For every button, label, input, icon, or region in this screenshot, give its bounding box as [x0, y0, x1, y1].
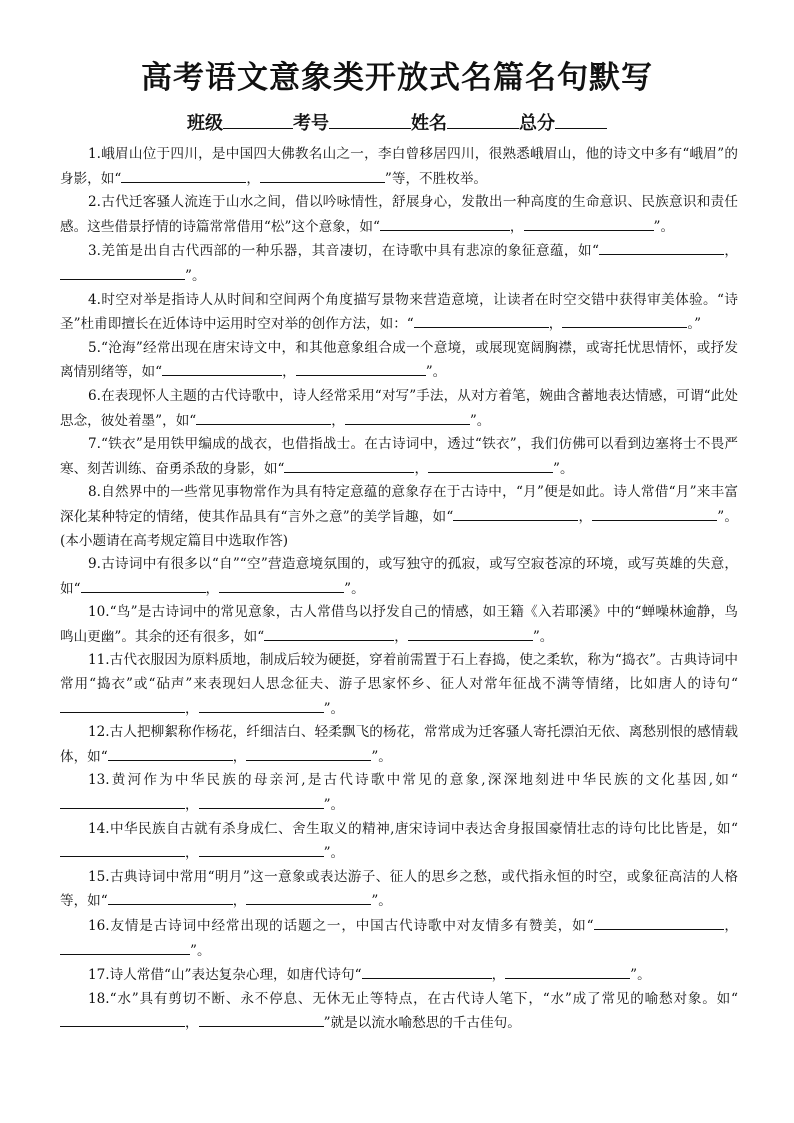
question-ending: ”。 — [371, 748, 392, 765]
question-2 — [60, 191, 738, 239]
answer-blank[interactable] — [121, 167, 246, 183]
answer-blank[interactable] — [199, 841, 324, 857]
question-text: 5.“沧海”经常出现在唐宋诗文中，和其他意象组合成一个意境，或展现宽阔胸襟，或寄托忧思情怀，或抒发离情别绪等，如“ — [60, 339, 738, 381]
question-text: 9.古诗词中有很多以“自”“空”营造意境氛围的，或写独守的孤寂，或写空寂苍凉的环境，或写英雄的失意，如“ — [60, 556, 738, 597]
number-blank[interactable] — [329, 110, 411, 129]
question-text: 15.古典诗词中常用“明月”这一意象或表达游子、征人的思乡之愁，或代指永恒的时空，或象征高洁的人格等，如“ — [60, 868, 738, 910]
question-text: 4.时空对举是指诗人从时间和空间两个角度描写景物来营造意境，让读者在时空交错中获得审美体验。“诗圣”杜甫即擅长在近体诗中运用时空对举的创作方法，如：“ — [60, 291, 738, 333]
answer-blank[interactable] — [524, 215, 654, 231]
answer-blank[interactable] — [162, 360, 282, 376]
answer-blank[interactable] — [453, 505, 578, 521]
question-8 — [60, 481, 738, 553]
answer-blank[interactable] — [594, 914, 724, 930]
question-3 — [60, 239, 738, 288]
answer-blank[interactable] — [599, 239, 724, 255]
answer-blank[interactable] — [199, 1011, 324, 1027]
answer-blank[interactable] — [246, 745, 371, 761]
question-separator: ， — [185, 700, 199, 717]
class-blank[interactable] — [223, 110, 293, 129]
question-separator: ， — [246, 170, 260, 187]
question-separator: ， — [548, 316, 563, 333]
question-list — [60, 143, 738, 1036]
answer-blank[interactable] — [196, 409, 331, 425]
name-label: 姓名 — [411, 113, 447, 134]
page-title: 高考语文意象类开放式名篇名句默写 — [141, 60, 653, 96]
question-ending: ”。 — [371, 893, 392, 910]
question-text: 16.友情是古诗词中经常出现的话题之一，中国古代诗歌中对友情多有赞美，如“ — [88, 918, 594, 934]
question-ending: ”。 — [653, 218, 675, 235]
answer-blank[interactable] — [60, 697, 185, 713]
answer-blank[interactable] — [199, 793, 324, 809]
question-separator: ， — [414, 460, 429, 477]
question-text: 12.古人把柳絮称作杨花，纤细洁白、轻柔飘飞的杨花，常常成为迁客骚人寄托漂泊无依、离愁别恨的感情载体，如“ — [60, 724, 738, 765]
question-10 — [60, 601, 738, 649]
question-separator: ， — [282, 364, 296, 381]
question-ending: ”。 — [323, 797, 345, 814]
question-text: 7.“铁衣”是用铁甲编成的战衣，也借指战士。在古诗词中，透过“铁衣”，我们仿佛可以看到边塞将士不畏严寒、刻苦训练、奋勇杀敌的身影，如“ — [60, 436, 738, 477]
question-6 — [60, 385, 738, 433]
question-separator: ， — [205, 580, 220, 597]
answer-blank[interactable] — [505, 963, 630, 979]
question-separator: ， — [723, 918, 738, 934]
question-ending: ”。 — [323, 845, 345, 862]
answer-blank[interactable] — [60, 939, 190, 955]
question-ending: ”。 — [190, 942, 211, 959]
question-15 — [60, 866, 738, 914]
question-separator: ， — [331, 412, 345, 429]
question-ending: ”。 — [532, 628, 554, 645]
answer-blank[interactable] — [562, 312, 687, 328]
question-separator: ， — [232, 748, 247, 765]
question-text: 1.峨眉山位于四川，是中国四大佛教名山之一，李白曾移居四川，很熟悉峨眉山，他的诗文中多有“峨眉”的身影，如“ — [60, 146, 738, 187]
question-text: 13.黄河作为中华民族的母亲河,是古代诗歌中常见的意象,深深地刻进中华民族的文化基因,如“ — [88, 772, 738, 789]
question-5 — [60, 337, 738, 385]
score-label: 总分 — [519, 113, 555, 134]
answer-blank[interactable] — [81, 577, 206, 593]
question-separator: ， — [185, 797, 199, 814]
question-text: 3.羌笛是出自古代西部的一种乐器，其音凄切，在诗歌中具有悲凉的象征意蕴，如“ — [88, 243, 599, 260]
question-text: 18.“水”具有剪切不断、永不停息、无休无止等特点，在古代诗人笔下，“水”成了常见的喻愁对象。如“ — [88, 990, 738, 1007]
answer-blank[interactable] — [414, 312, 549, 328]
score-blank[interactable] — [555, 110, 607, 129]
question-text: 6.在表现怀人主题的古代诗歌中，诗人经常采用“对写”手法，从对方着笔，婉曲含蓄地表达情感，可谓“此处思念，彼处着墨”，如“ — [60, 387, 738, 429]
question-separator: ， — [394, 628, 408, 645]
question-13 — [60, 769, 738, 817]
answer-blank[interactable] — [60, 1011, 185, 1027]
answer-blank[interactable] — [199, 697, 324, 713]
answer-blank[interactable] — [108, 745, 233, 761]
answer-blank[interactable] — [296, 360, 426, 376]
question-7 — [60, 433, 738, 481]
question-text: 10.“鸟”是古诗词中的常见意象，古人常借鸟以抒发自己的情感，如王籍《入若耶溪》中的“蝉噪林逾静，鸟鸣山更幽”。其余的还有很多，如“ — [60, 604, 738, 645]
question-12 — [60, 721, 738, 769]
answer-blank[interactable] — [246, 889, 371, 905]
question-separator: ， — [509, 218, 524, 235]
answer-blank[interactable] — [260, 167, 385, 183]
student-info-row — [0, 110, 794, 137]
question-separator: ， — [578, 508, 593, 525]
question-9 — [60, 553, 738, 601]
question-separator: ， — [185, 1015, 199, 1032]
question-ending: ”。 — [425, 364, 447, 381]
answer-blank[interactable] — [219, 577, 344, 593]
question-separator: ， — [491, 967, 506, 984]
class-label: 班级 — [187, 113, 223, 134]
answer-blank[interactable] — [345, 409, 470, 425]
answer-blank[interactable] — [362, 963, 492, 979]
question-11 — [60, 649, 738, 721]
question-separator: ， — [232, 893, 247, 910]
answer-blank[interactable] — [60, 793, 185, 809]
question-text: 14.中华民族自古就有杀身成仁、舍生取义的精神,唐宋诗词中表达舍身报国豪情壮志的诗句比比皆是，如“ — [88, 820, 738, 837]
question-ending: ”。 — [185, 267, 206, 284]
answer-blank[interactable] — [284, 457, 414, 473]
question-1 — [60, 143, 738, 191]
question-ending: ”。(本小题请在高考规定篇目中选取作答) — [60, 508, 738, 549]
question-ending: 。” — [687, 316, 702, 333]
answer-blank[interactable] — [60, 841, 185, 857]
question-ending: ”。 — [553, 460, 574, 477]
number-label: 考号 — [293, 113, 329, 134]
question-ending: ”就是以流水喻愁思的千古佳句。 — [323, 1015, 521, 1032]
question-ending: ”。 — [630, 967, 651, 984]
question-16 — [60, 914, 738, 963]
answer-blank[interactable] — [380, 215, 510, 231]
answer-blank[interactable] — [592, 505, 717, 521]
question-text: 11.古代衣服因为原料质地，制成后较为硬挺，穿着前需置于石上舂捣，使之柔软，称为“捣衣”。古典诗词中常用“捣衣”或“砧声”来表现妇人思念征夫、游子思家怀乡、征人对常年征战不满等情绪，比如唐人的诗句“ — [60, 652, 738, 693]
question-separator: ， — [723, 243, 739, 260]
question-4 — [60, 289, 738, 337]
question-ending: ”。 — [469, 412, 491, 429]
answer-blank[interactable] — [428, 457, 553, 473]
question-ending: ”。 — [344, 580, 365, 597]
answer-blank[interactable] — [108, 889, 233, 905]
question-text: 2.古代迁客骚人流连于山水之间，借以吟咏情性，舒展身心，发散出一种高度的生命意识、民族意识和责任感。这些借景抒情的诗篇常常借用“松”这个意象，如“ — [60, 194, 738, 235]
question-14 — [60, 818, 738, 866]
question-18 — [60, 988, 738, 1036]
answer-blank[interactable] — [264, 625, 394, 641]
name-blank[interactable] — [447, 110, 519, 129]
answer-blank[interactable] — [408, 625, 533, 641]
question-text: 8.自然界中的一些常见事物常作为具有特定意蕴的意象存在于古诗中，“月”便是如此。诗人常借“月”来丰富深化某种特定的情绪，使其作品具有“言外之意”的美学旨趣，如“ — [60, 484, 738, 525]
question-17 — [60, 963, 738, 988]
question-separator: ， — [185, 845, 199, 862]
question-text: 17.诗人常借“山”表达复杂心理，如唐代诗句“ — [88, 967, 362, 984]
question-ending: ”等，不胜枚举。 — [384, 170, 488, 187]
question-ending: ”。 — [323, 700, 345, 717]
answer-blank[interactable] — [60, 264, 185, 280]
